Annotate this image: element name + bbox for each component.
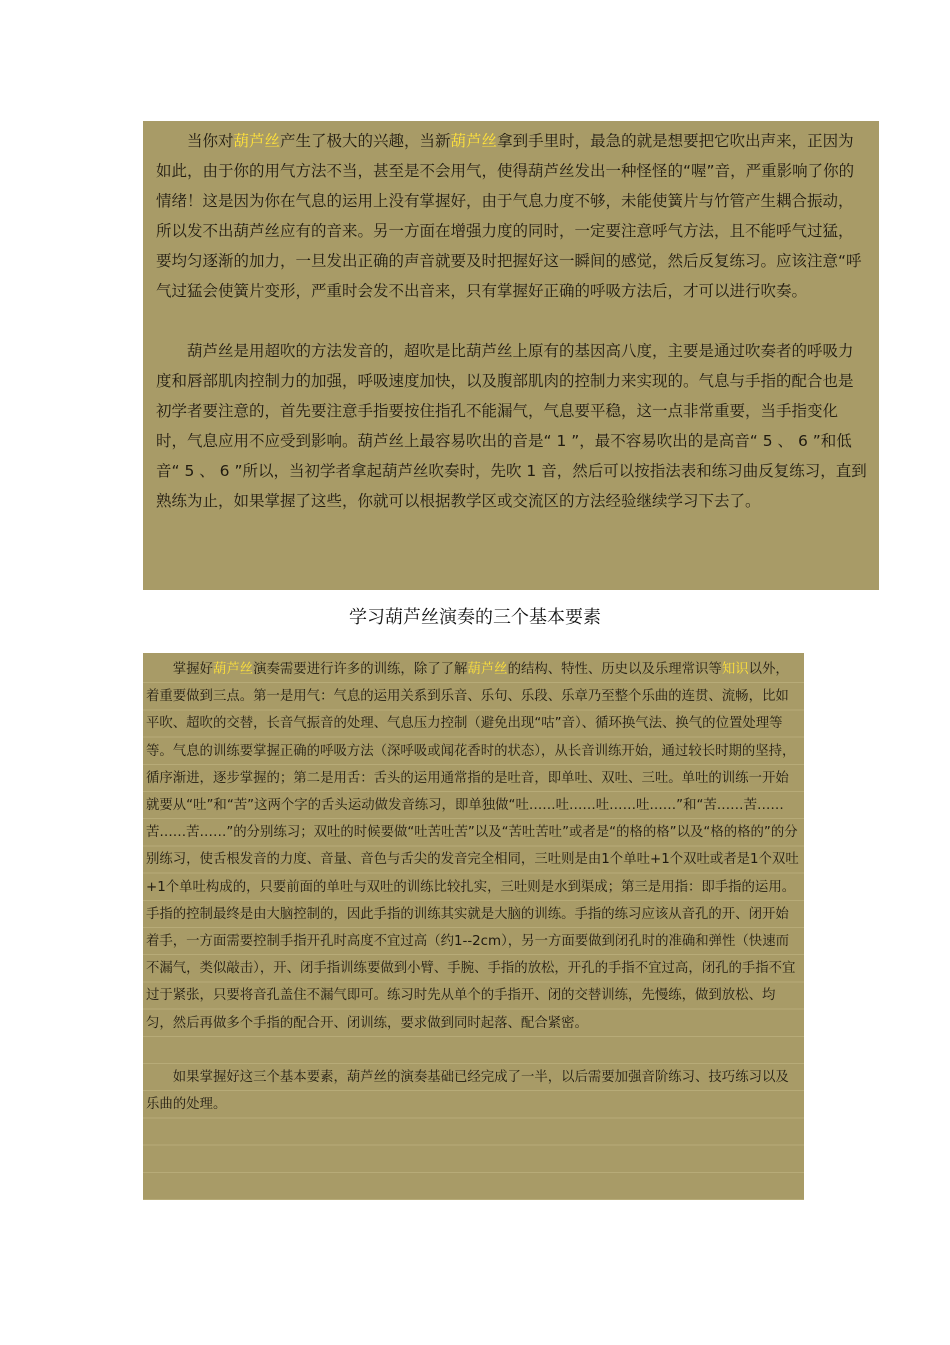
text-panel-three-elements — [143, 653, 804, 1200]
text-run: 演奏需要进行许多的训练，除了了解 — [253, 662, 468, 677]
paragraph-overblowing: 葫芦丝是用超吹的方法发音的，超吹是比葫芦丝上原有的基因高八度，主要是通过吹奏者的呼吸力度和唇部肌肉控制力的加强，呼吸速度加快，以及腹部肌肉的控制力来实现的。气息与手指的配合也是初学者要注意的，首先要注意手指要按住指孔不能漏气，气息要平稳，这一点非常重要，当手指变化时，气息应用不应受到影响。葫芦丝上最容易吹出的音是“ 1 ”，最不容易吹出的是高音“ 5 、 6 ”和低音“ 5 、 6 ”所以，当初学者拿起葫芦丝吹奏时，先吹 1 音，然后可以按指法表和练习曲反复练习，直到熟练为止，如果掌握了这些，你就可以根据教学区或交流区的方法经验继续学习下去了。 — [156, 342, 867, 510]
text-run: 以外，着重要做到三点。第一是用气：气息的运用关系到乐音、乐句、乐段、乐章乃至整个乐曲的连贯、流畅，比如平吹、超吹的交替，长音气振音的处理、气息压力控制（避免出现“咕”音）、循环换气法、换气的位置处理等等。气息的训练要掌握正确的呼吸方法（深呼吸或闻花香时的状态），从长音训练开始，通过较长时期的坚持，循序渐进，逐步掌握的；第二是用舌：舌头的运用通常指的是吐音，即单吐、双吐、三吐。单吐的训练一开始就要从“吐”和“苦”这两个字的舌头运动做发音练习，即单独做“吐……吐……吐……吐……”和“苦……苦……苦……苦……”的分别练习；双吐的时候要做“吐苦吐苦”以及“苦吐苦吐”或者是“的格的格”以及“格的格的”的分别练习，使舌根发音的力度、音量、音色与舌尖的发音完全相同，三吐则是由1个单吐+1个双吐或者是1个双吐+1个单吐构成的，只要前面的单吐与双吐的训练比较扎实，三吐则是水到渠成；第三是用指：即手指的运用。手指的控制最终是由大脑控制的，因此手指的训练其实就是大脑的训练。手指的练习应该从音孔的开、闭开始着手，一方面需要控制手指开孔时高度不宜过高（约1--2cm），另一方面要做到闭孔时的准确和弹性（快速而不漏气，类似敲击），开、闭手指训练要做到小臂、手腕、手指的放松，开孔的手指不宜过高，闭孔的手指不宜过于紧张，只要将音孔盖住不漏气即可。练习时先从单个的手指开、闭的交替训练，先慢练，做到放松、均匀，然后再做多个手指的配合开、闭训练，要求做到同时起落、配合紧密。 — [146, 662, 799, 1031]
highlight-keyword: 知识 — [721, 662, 749, 677]
highlight-keyword: 葫芦丝 — [233, 132, 281, 150]
paragraph-breathing-intro — [156, 126, 867, 306]
text-run: 当你对 — [187, 132, 234, 150]
text-run: 的结构、特性、历史以及乐理常识等 — [507, 662, 722, 677]
paragraph-conclusion: 如果掌握好这三个基本要素，葫芦丝的演奏基础已经完成了一半，以后需要加强音阶练习、技巧练习以及乐曲的处理。 — [146, 1069, 789, 1113]
section-heading: 学习葫芦丝演奏的三个基本要素 — [349, 607, 601, 628]
text-run: 掌握好 — [172, 662, 213, 677]
highlight-keyword: 葫芦丝 — [467, 662, 508, 677]
highlight-keyword: 葫芦丝 — [450, 132, 498, 150]
text-run: 拿到手里时，最急的就是想要把它吹出声来，正因为如此，由于你的用气方法不当，甚至是不会用气，使得葫芦丝发出一种怪怪的“喔”音，严重影响了你的情绪！这是因为你在气息的运用上没有掌握好，由于气息力度不够，未能使簧片与竹管产生耦合振动，所以发不出葫芦丝应有的音来。另一方面在增强力度的同时，一定要注意呼气方法，且不能呼气过猛，要均匀逐渐的加力，一旦发出正确的声音就要及时把握好这一瞬间的感觉，然后反复练习。应该注意“呼气过猛会使簧片变形，严重时会发不出音来，只有掌握好正确的呼吸方法后，才可以进行吹奏。 — [156, 132, 862, 300]
highlight-keyword: 葫芦丝 — [212, 662, 254, 677]
text-run: 产生了极大的兴趣，当新 — [280, 132, 451, 150]
paragraph-three-elements — [146, 656, 802, 1037]
text-panel-breathing — [143, 121, 879, 590]
